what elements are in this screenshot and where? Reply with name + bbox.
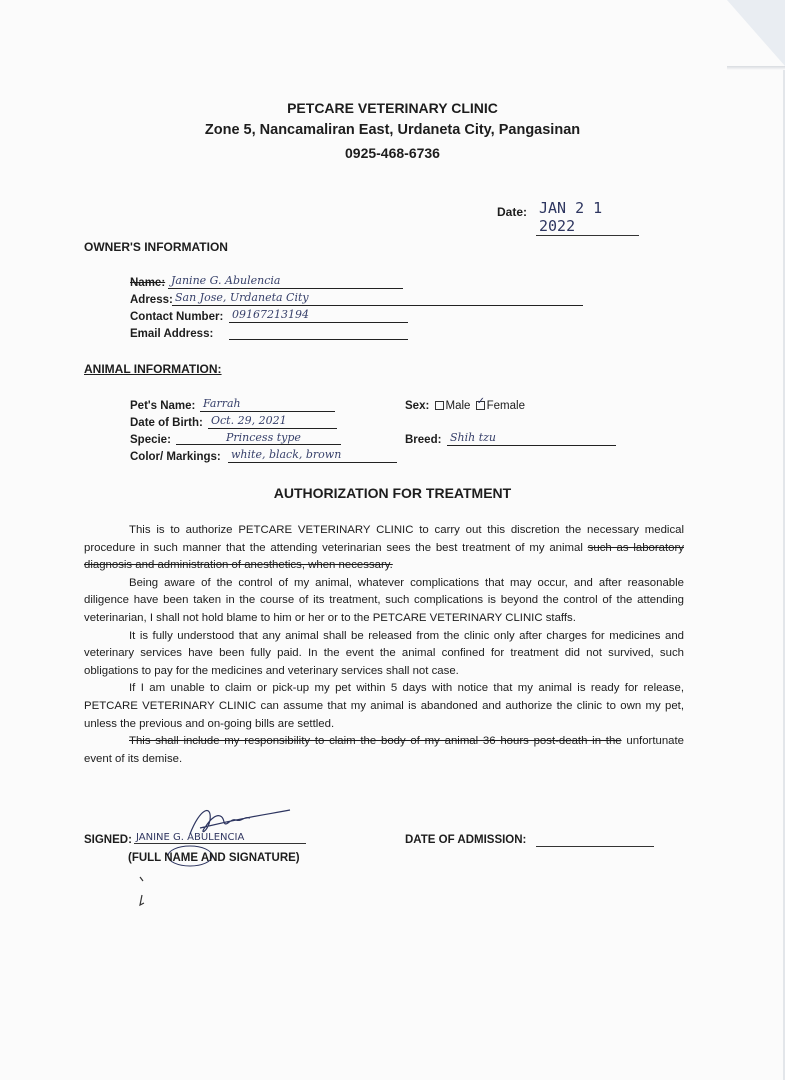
clinic-name: PETCARE VETERINARY CLINIC	[287, 100, 498, 116]
markings-field[interactable]: white, black, brown	[228, 448, 397, 463]
male-checkbox[interactable]	[435, 401, 444, 410]
male-option-label: Male	[445, 400, 471, 412]
owner-name-label: Name:	[130, 277, 166, 289]
admission-label: DATE OF ADMISSION:	[405, 834, 527, 846]
admission-field[interactable]	[536, 846, 654, 847]
signed-label: SIGNED:	[84, 834, 132, 846]
breed-label: Breed:	[405, 434, 442, 446]
pen-mark	[136, 875, 150, 909]
paragraph-5: This shall include my responsibility to claim the body of my animal 36 hours post-death in the unfortunate event of its demise.	[84, 735, 685, 765]
owner-name-field[interactable]: Janine G. Abulencia	[168, 274, 403, 289]
signed-name-field[interactable]: JANINE G. ABULENCIA	[134, 832, 306, 844]
paragraph-4: If I am unable to claim or pick-up my pet within 5 days with notice that my animal is ready for release, PETCARE VETERINARY CLINIC can assume that my animal is abandoned and authorize the clinic to own my pet, unless the previous and on-going bills are settled.	[84, 682, 684, 730]
owner-email-label: Email Address:	[130, 328, 214, 340]
dob-label: Date of Birth:	[130, 417, 203, 429]
markings-label: Color/ Markings:	[130, 451, 221, 463]
authorization-body	[84, 522, 684, 768]
female-checkbox[interactable]	[476, 396, 486, 410]
dob-field[interactable]: Oct. 29, 2021	[208, 414, 337, 429]
owner-email-field[interactable]	[229, 325, 408, 340]
specie-field[interactable]: Princess type	[176, 431, 341, 445]
sex-label: Sex:	[405, 400, 430, 412]
owner-address-label: Adress:	[130, 294, 173, 306]
owner-contact-field[interactable]: 09167213194	[229, 308, 408, 323]
pet-name-label: Pet's Name:	[130, 400, 196, 412]
owner-heading: OWNER'S INFORMATION	[84, 240, 228, 254]
signature-caption: (FULL NAME AND SIGNATURE)	[128, 852, 300, 864]
folded-corner	[727, 0, 785, 66]
struck-text: such as laboratory diagnosis and administration of anesthetics, when necessary.	[84, 541, 684, 572]
clinic-address: Zone 5, Nancamaliran East, Urdaneta City, Pangasinan	[204, 122, 581, 138]
owner-address-field[interactable]: San Jose, Urdaneta City	[172, 291, 583, 306]
pet-name-field[interactable]: Farrah	[200, 397, 335, 412]
paragraph-1: This is to authorize PETCARE VETERINARY CLINIC to carry out this discretion the necessary medical procedure in such manner that the attending veterinarian sees the best treatment of my animal such as laboratory diagnosis and administration of anesthetics, when necessary.	[84, 524, 684, 572]
animal-heading: ANIMAL INFORMATION:	[84, 362, 222, 376]
paragraph-2: Being aware of the control of my animal, whatever complications that may occur, and after reasonable diligence have been taken in the course of its treatment, such complications is beyond the control of the attending veterinarian, I shall not hold blame to him or her or to the PETCARE VETERINARY CLINIC staffs.	[84, 576, 684, 624]
handwritten-signature	[160, 798, 300, 878]
check-mark-icon: ✓	[476, 396, 486, 408]
breed-field[interactable]: Shih tzu	[447, 431, 616, 446]
authorization-title: AUTHORIZATION FOR TREATMENT	[273, 485, 512, 501]
date-stamp: JAN 2 1 2022	[536, 199, 639, 236]
date-label: Date:	[497, 205, 528, 219]
clinic-phone: 0925-468-6736	[345, 145, 440, 161]
female-option-label: Female	[486, 400, 525, 412]
struck-text: This shall include my responsibility to claim the body of my animal 36 hours post-death in the	[129, 735, 622, 748]
sex-row	[405, 396, 525, 412]
paragraph-3: It is fully understood that any animal shall be released from the clinic only after charges for medicines and veterinary services have been fully paid. In the event the animal confined for treatment did not survived, such obligations to pay for the medicines and veterinary services shall not case.	[84, 629, 684, 677]
owner-contact-label: Contact Number:	[130, 311, 224, 323]
specie-label: Specie:	[130, 434, 171, 446]
